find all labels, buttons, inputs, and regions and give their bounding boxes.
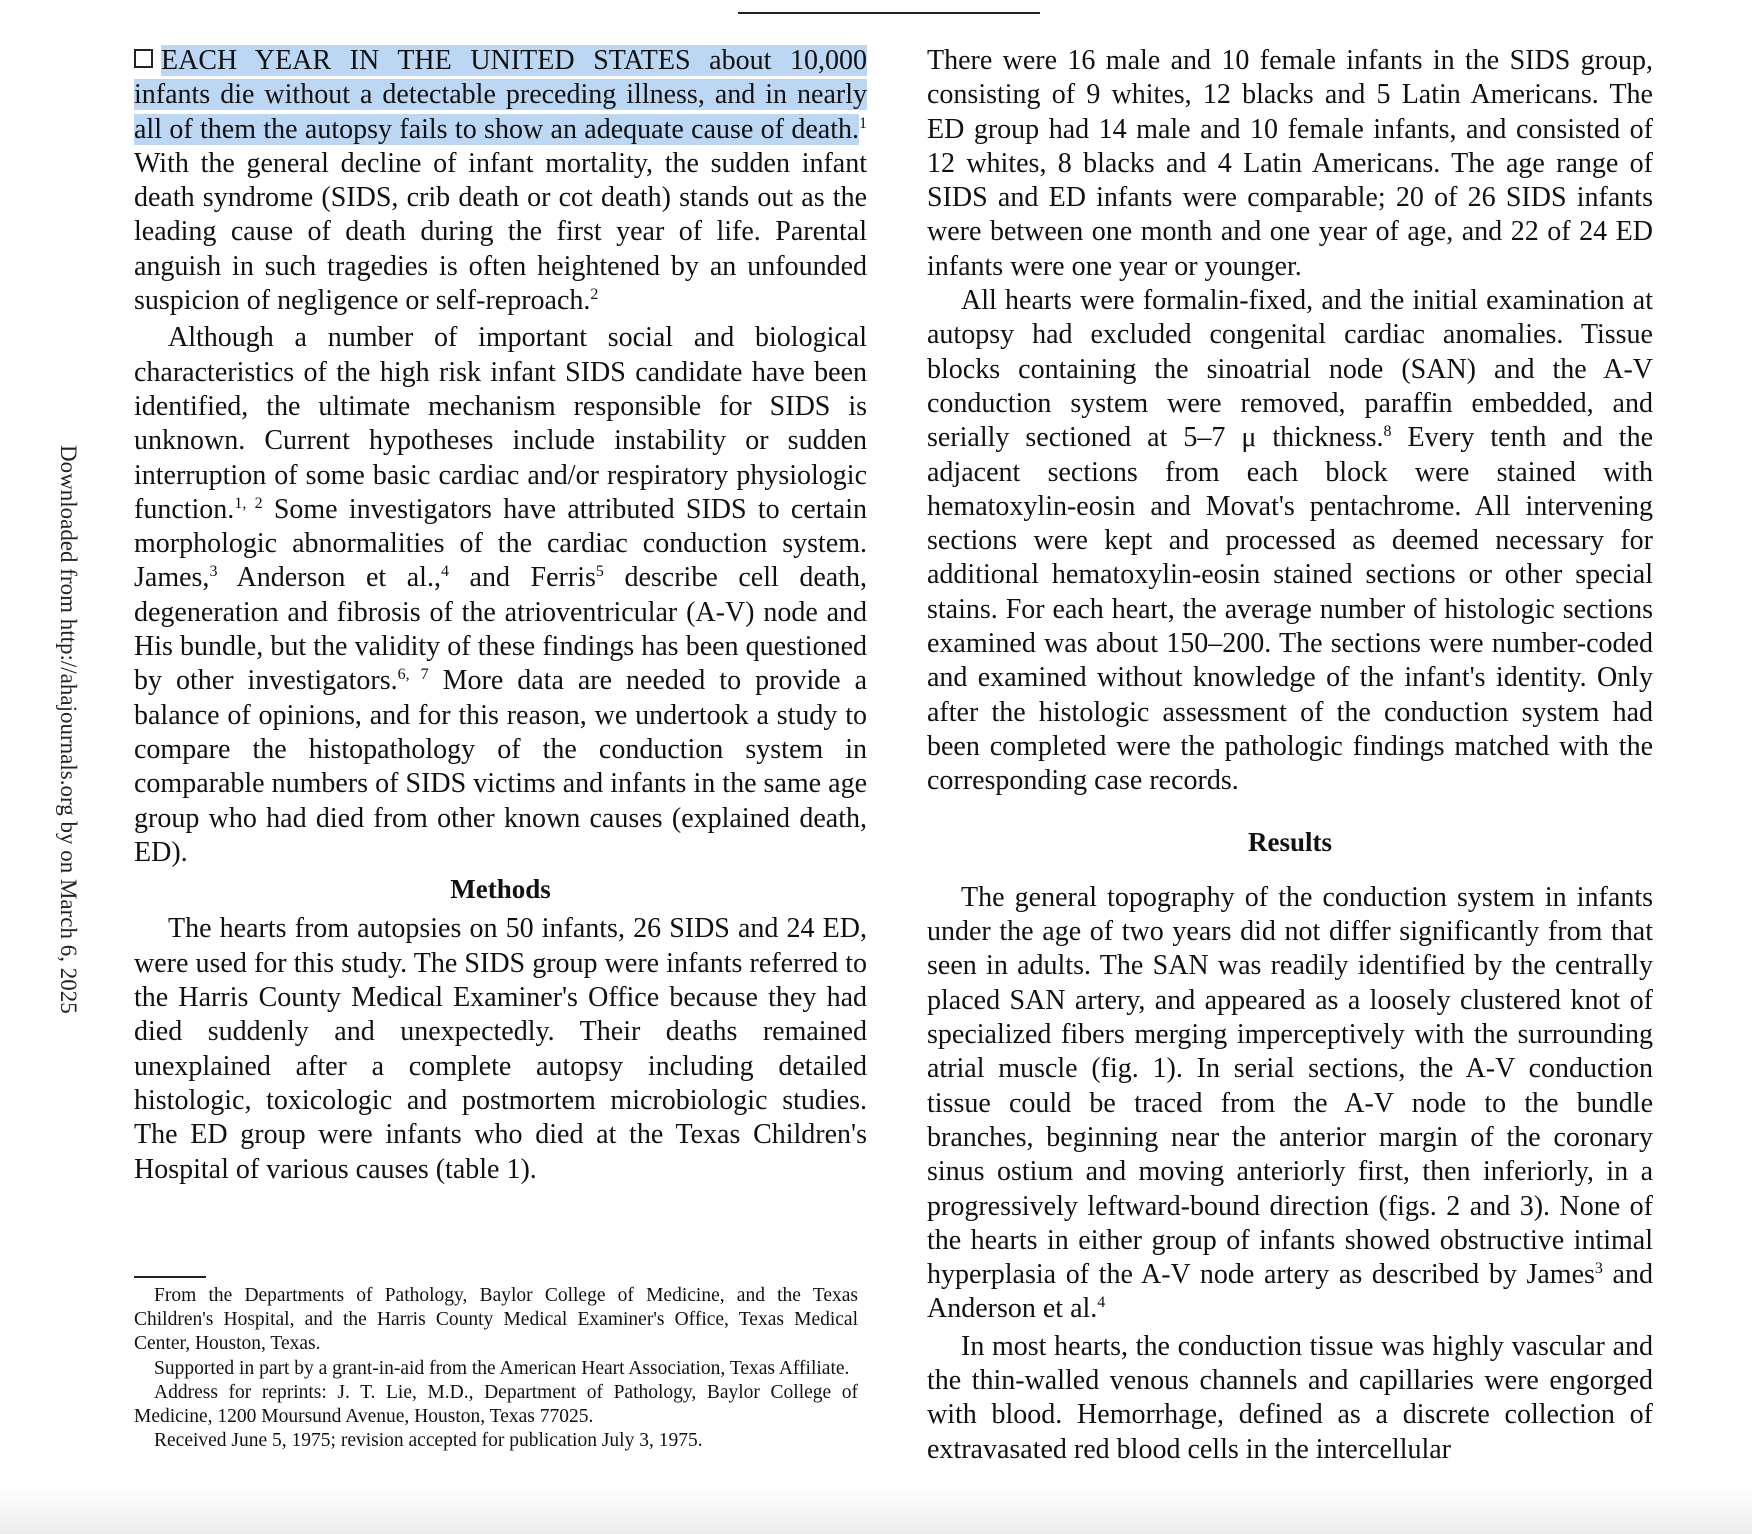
- footnote-rule: [134, 1276, 206, 1278]
- left-column: [134, 44, 867, 1187]
- intro-text: With the general decline of infant mortality, the sudden infant death syndrome (SIDS, crib death or cot death) stands out as the leading cause of death during the first year of life. Parental anguish in such tragedies is often heightened by an unfounded suspicion of negligence or self-reproach.: [134, 147, 867, 317]
- reference-marker: 4: [1097, 1294, 1106, 1312]
- reference-marker: 3: [1594, 1260, 1603, 1278]
- footnote-affiliation: From the Departments of Pathology, Baylor College of Medicine, and the Texas Children's Hospital, and the Harris County Medical Examiner's Office, Texas Medical Center, Houston, Texas.: [134, 1285, 858, 1355]
- right-column: [927, 44, 1653, 1467]
- results-paragraph: The general topography of the conduction system in infants under the age of two years did not differ significantly from that seen in adults. The SAN was readily identified by the centrally placed SAN artery, and appeared as a loosely clustered knot of specialized fibers merging imperceptively with the surrounding atrial muscle (fig. 1). In serial sections, the A-V conduction tissue could be traced from the A-V node to the bundle branches, beginning near the anterior margin of the coronary sinus ostium and moving anteriorly first, then inferiorly, in a progressively leftward-bound direction (figs. 2 and 3). None of the hearts in either group of infants showed obstructive intimal hyperplasia of the A-V node artery as described by James$^3$ and Anderson et al.$^4$: [927, 881, 1653, 1325]
- checkbox-square-icon: [134, 49, 153, 68]
- footnote-funding: Supported in part by a grant-in-aid from the American Heart Association, Texas Affiliate.: [154, 1357, 850, 1379]
- background-paragraph: Although a number of important social and biological characteristics of the high risk infant SIDS candidate have been identified, the ultimate mechanism responsible for SIDS is unknown. Current hypotheses include instability or sudden interruption of some basic cardiac and/or respiratory physiologic function.$^{1, 2}$ Some investigators have attributed SIDS to certain morphologic abnormalities of the cardiac conduction system. James,$^3$ Anderson et al.,$^4$ and Ferris$^5$ describe cell death, degeneration and fibrosis of the atrioventricular (A-V) node and His bundle, but the validity of these findings has been questioned by other investigators.$^{6, 7}$ More data are needed to provide a balance of opinions, and for this reason, we undertook a study to compare the histopathology of the conduction system in comparable numbers of SIDS victims and infants in the same age group who had died from other known causes (explained death, ED).: [134, 322, 868, 868]
- footnotes: [134, 1284, 858, 1453]
- download-watermark: Downloaded from http://ahajournals.org by on March 6, 2025: [56, 445, 81, 1014]
- reference-marker: 5: [595, 563, 604, 581]
- methods-paragraph: All hearts were formalin-fixed, and the initial examination at autopsy had excluded congenital cardiac anomalies. Tissue blocks containing the sinoatrial node (SAN) and the A-V conduction system were removed, paraffin embedded, and serially sectioned at 5–7 μ thickness.$^8$ Every tenth and the adjacent sections from each block were stained with hematoxylin-eosin and Movat's pentachrome. All intervening sections were kept and processed as deemed necessary for additional hematoxylin-eosin stained sections or other special stains. For each heart, the average number of histologic sections examined was about 150–200. The sections were number-coded and examined without knowledge of the infant's identity. Only after the histologic assessment of the conduction system had been completed were the pathologic findings matched with the corresponding case records.: [927, 285, 1653, 797]
- reference-marker: 8: [1383, 423, 1392, 441]
- reference-marker: 1: [859, 114, 867, 132]
- reference-marker: 3: [209, 563, 218, 581]
- methods-heading: Methods: [450, 874, 551, 905]
- top-rule: [738, 12, 1040, 14]
- reference-marker: 6, 7: [397, 666, 429, 684]
- methods-paragraph: The hearts from autopsies on 50 infants, 26 SIDS and 24 ED, were used for this study. The SIDS group were infants referred to the Harris County Medical Examiner's Office because they had died suddenly and unexpectedly. Their deaths remained unexplained after a complete autopsy including detailed histologic, toxicologic and postmortem microbiologic studies. The ED group were infants who died at the Texas Children's Hospital of various causes (table 1).: [134, 913, 867, 1185]
- footnote-reprints: Address for reprints: J. T. Lie, M.D., Department of Pathology, Baylor College of Medicine, 1200 Moursund Avenue, Houston, Texas 77025.: [134, 1381, 858, 1428]
- intro-paragraph: [134, 44, 867, 318]
- highlighted-text[interactable]: EACH YEAR IN THE UNITED STATES about 10,000 infants die without a detectable preceding illness, and in nearly all of them the autopsy fails to show an adequate cause of death.: [134, 45, 867, 145]
- bottom-gradient: [0, 1486, 1752, 1534]
- results-paragraph: In most hearts, the conduction tissue was highly vascular and the thin-walled venous channels and capillaries were engorged with blood. Hemorrhage, defined as a discrete collection of extravasated red blood cells in the intercellular: [927, 1330, 1653, 1465]
- reference-marker: 2: [590, 286, 599, 304]
- methods-paragraph-continued: There were 16 male and 10 female infants in the SIDS group, consisting of 9 whites, 12 blacks and 5 Latin Americans. The ED group had 14 male and 10 female infants, and consisted of 12 whites, 8 blacks and 4 Latin Americans. The age range of SIDS and ED infants were comparable; 20 of 26 SIDS infants were between one month and one year of age, and 22 of 24 ED infants were one year or younger.: [927, 45, 1653, 282]
- results-heading: Results: [1247, 826, 1332, 857]
- reference-marker: 4: [440, 563, 449, 581]
- reference-marker: 1, 2: [234, 494, 263, 512]
- footnote-received: Received June 5, 1975; revision accepted for publication July 3, 1975.: [154, 1430, 703, 1452]
